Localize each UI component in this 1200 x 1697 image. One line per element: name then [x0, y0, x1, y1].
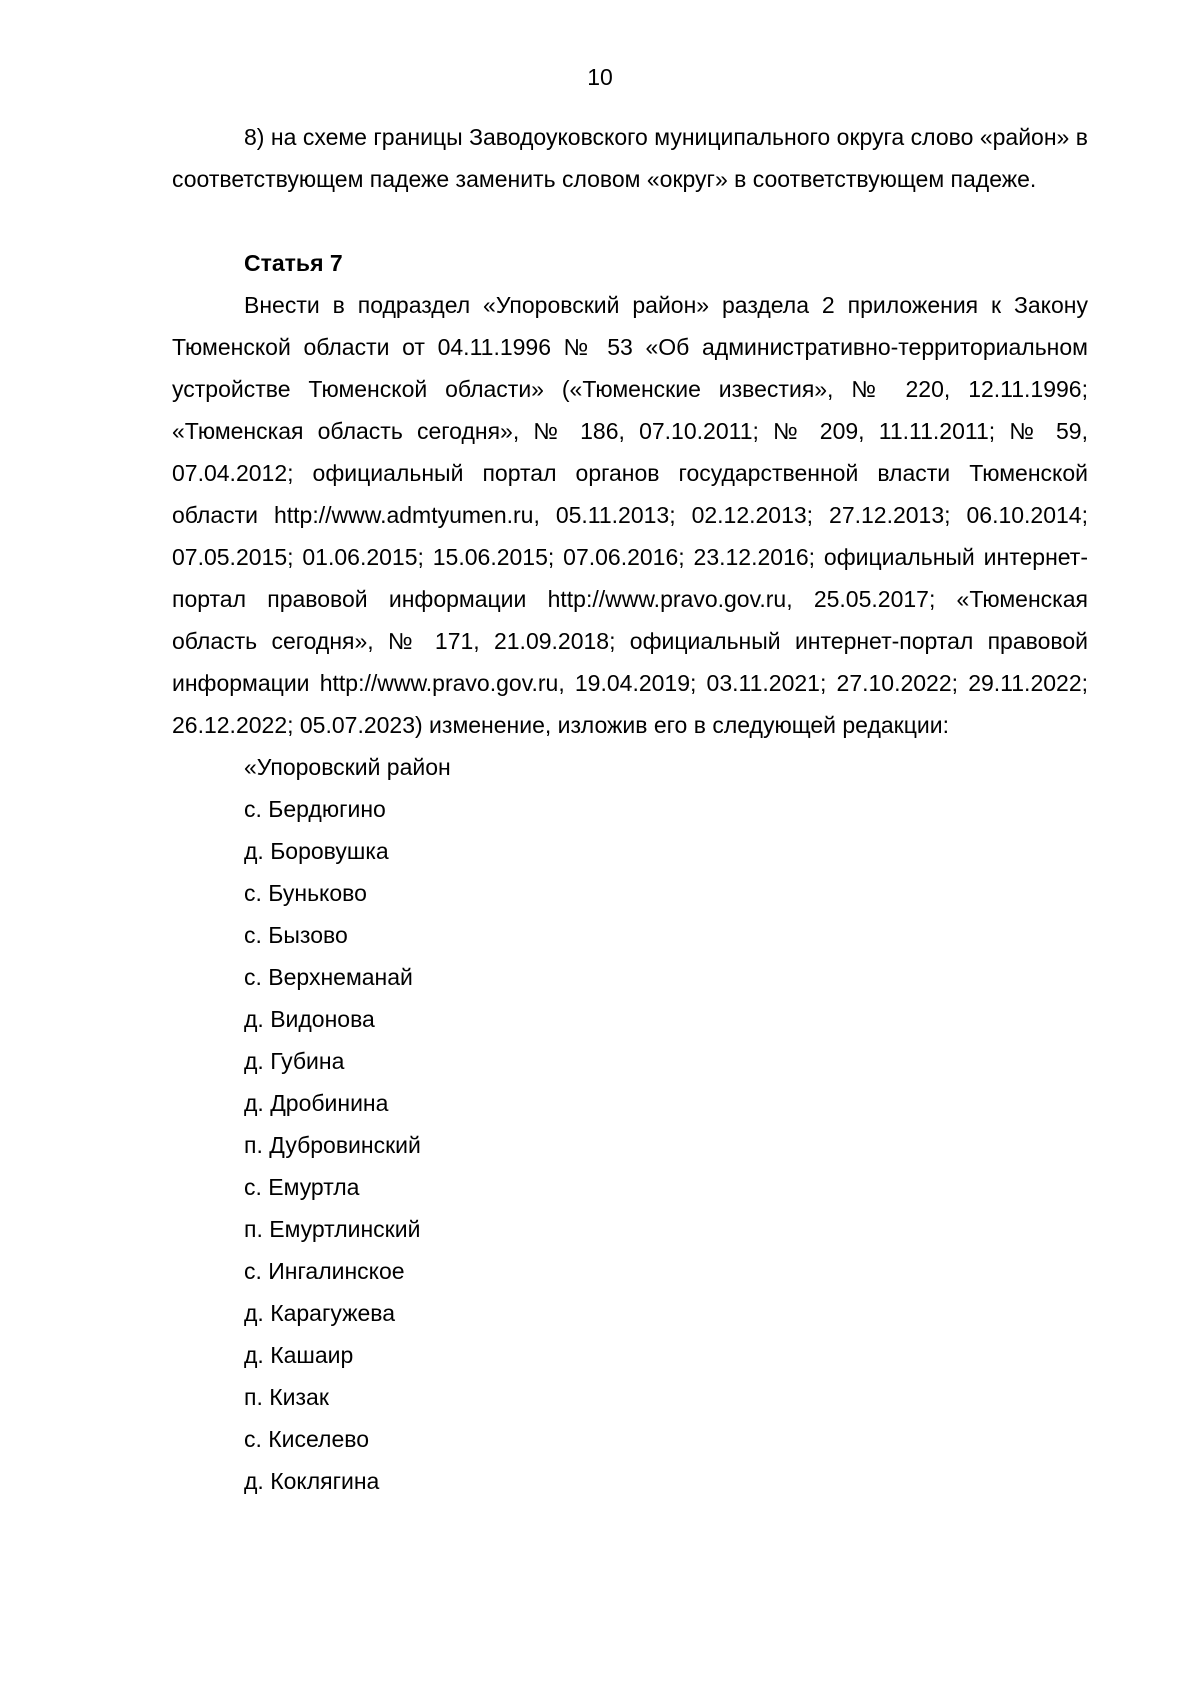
- article-7-body: Внести в подраздел «Упоровский район» раздела 2 приложения к Закону Тюменской области от 04.11.1996 № 53 «Об административно-территориальном устройстве Тюменской области» («Тюменские известия», № 220, 12.11.1996; «Тюменская область сегодня», № 186, 07.10.2011; № 209, 11.11.2011; № 59, 07.04.2012; официальный портал органов государственной власти Тюменской области http://www.admtyumen.ru, 05.11.2013; 02.12.2013; 27.12.2013; 06.10.2014; 07.05.2015; 01.06.2015; 15.06.2015; 07.06.2016; 23.12.2016; официальный интернет-портал правовой информации http://www.pravo.gov.ru, 25.05.2017; «Тюменская область сегодня», № 171, 21.09.2018; официальный интернет-портал правовой информации http://www.pravo.gov.ru, 19.04.2019; 03.11.2021; 27.10.2022; 29.11.2022; 26.12.2022; 05.07.2023) изменение, изложив его в следующей редакции:: [172, 292, 1088, 738]
- list-item: п. Кизак: [244, 1384, 329, 1410]
- list-item: д. Видонова: [244, 1006, 375, 1032]
- list-item: п. Дубровинский: [244, 1132, 421, 1158]
- list-item: с. Бызово: [244, 922, 348, 948]
- list-item: с. Верхнеманай: [244, 964, 413, 990]
- list-item: с. Ингалинское: [244, 1258, 405, 1284]
- list-item: с. Бердюгино: [244, 796, 386, 822]
- list-item: с. Емуртла: [244, 1174, 360, 1200]
- page-number: 10: [587, 64, 613, 90]
- list-item: с. Киселево: [244, 1426, 370, 1452]
- article-7-title: Статья 7: [244, 250, 343, 276]
- list-item: с. Буньково: [244, 880, 367, 906]
- list-item: д. Карагужева: [244, 1300, 396, 1326]
- list-item: д. Коклягина: [244, 1468, 380, 1494]
- settlement-list: [172, 746, 1088, 1502]
- list-item: д. Кашаир: [244, 1342, 354, 1368]
- item-8-paragraph: 8) на схеме границы Заводоуковского муниципального округа слово «район» в соответствующем падеже заменить словом «округ» в соответствующем падеже.: [172, 124, 1088, 192]
- document-content: [172, 116, 1088, 1502]
- list-item: д. Боровушка: [244, 838, 389, 864]
- list-item: д. Губина: [244, 1048, 345, 1074]
- list-item: п. Емуртлинский: [244, 1216, 421, 1242]
- paragraph-spacer: [172, 200, 1088, 242]
- list-item: «Упоровский район: [244, 754, 451, 780]
- list-item: д. Дробинина: [244, 1090, 389, 1116]
